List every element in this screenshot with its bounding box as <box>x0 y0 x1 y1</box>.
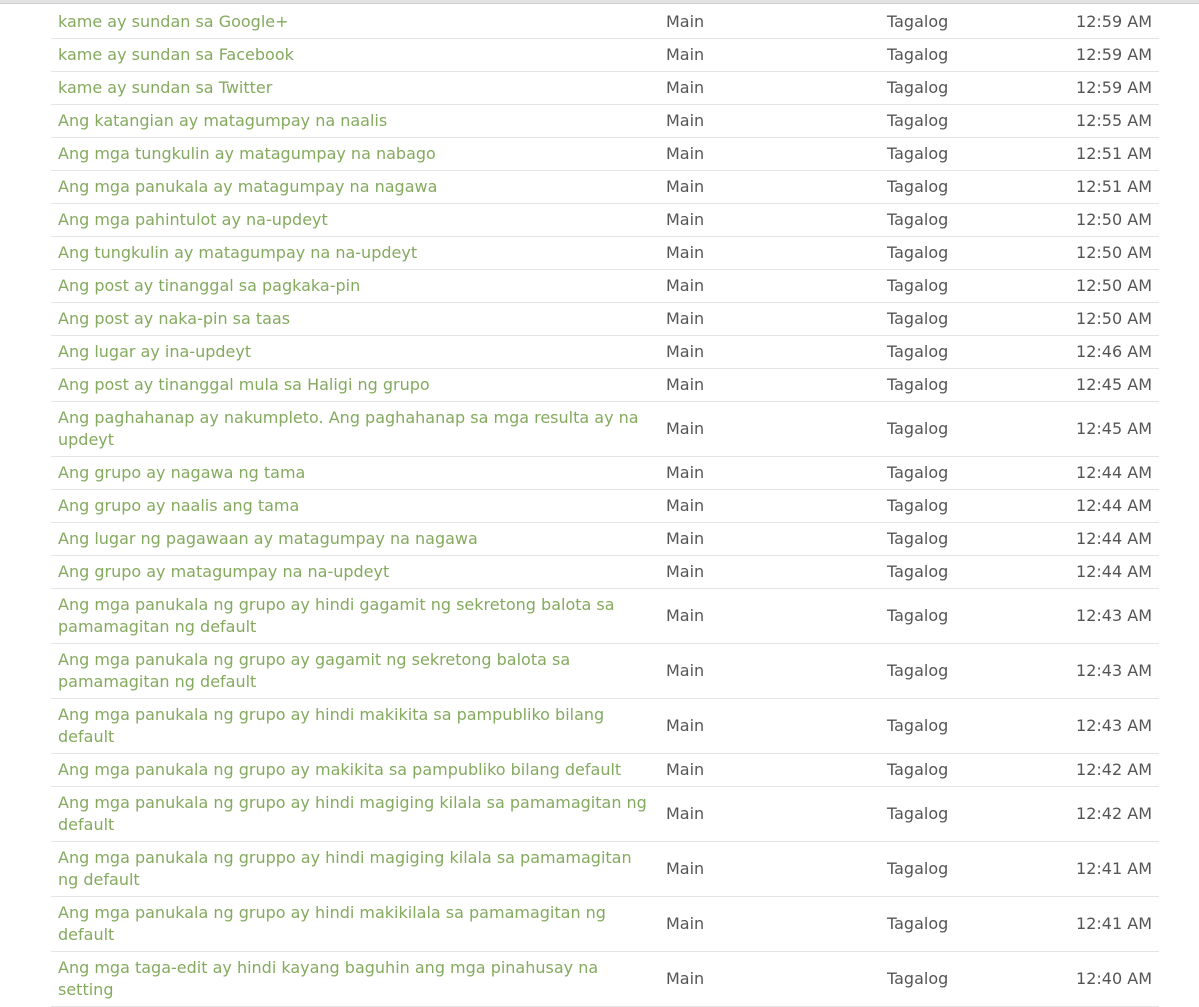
table-row <box>51 842 1159 897</box>
language-cell: Tagalog <box>880 72 1044 105</box>
translation-log-table-container <box>51 6 1159 1007</box>
table-row <box>51 556 1159 589</box>
message-cell <box>51 303 659 336</box>
time-cell: 12:43 AM <box>1044 589 1159 644</box>
language-cell: Tagalog <box>880 589 1044 644</box>
translation-log-table <box>51 6 1159 1007</box>
time-cell: 12:59 AM <box>1044 39 1159 72</box>
table-row <box>51 952 1159 1007</box>
time-cell: 12:42 AM <box>1044 787 1159 842</box>
language-cell: Tagalog <box>880 6 1044 39</box>
message-cell <box>51 237 659 270</box>
message-cell <box>51 523 659 556</box>
language-cell: Tagalog <box>880 787 1044 842</box>
message-cell <box>51 402 659 457</box>
message-link[interactable]: Ang grupo ay nagawa ng tama <box>58 463 306 482</box>
table-row <box>51 6 1159 39</box>
table-row <box>51 105 1159 138</box>
time-cell: 12:44 AM <box>1044 490 1159 523</box>
location-cell: Main <box>659 952 880 1007</box>
time-cell: 12:42 AM <box>1044 754 1159 787</box>
message-link[interactable]: Ang mga panukala ng grupo ay hindi makikilala sa pamamagitan ng default <box>58 903 606 944</box>
time-cell: 12:51 AM <box>1044 138 1159 171</box>
language-cell: Tagalog <box>880 754 1044 787</box>
language-cell: Tagalog <box>880 842 1044 897</box>
location-cell: Main <box>659 204 880 237</box>
language-cell: Tagalog <box>880 699 1044 754</box>
message-link[interactable]: Ang katangian ay matagumpay na naalis <box>58 111 388 130</box>
time-cell: 12:55 AM <box>1044 105 1159 138</box>
message-cell <box>51 72 659 105</box>
location-cell: Main <box>659 171 880 204</box>
language-cell: Tagalog <box>880 402 1044 457</box>
location-cell: Main <box>659 105 880 138</box>
message-link[interactable]: kame ay sundan sa Facebook <box>58 45 294 64</box>
message-link[interactable]: Ang grupo ay matagumpay na na-updeyt <box>58 562 390 581</box>
language-cell: Tagalog <box>880 105 1044 138</box>
message-cell <box>51 39 659 72</box>
message-link[interactable]: Ang mga panukala ng grupo ay hindi gagamit ng sekretong balota sa pamamagitan ng default <box>58 595 615 636</box>
language-cell: Tagalog <box>880 556 1044 589</box>
location-cell: Main <box>659 39 880 72</box>
table-row <box>51 402 1159 457</box>
table-row <box>51 490 1159 523</box>
message-link[interactable]: Ang paghahanap ay nakumpleto. Ang paghahanap sa mga resulta ay na updeyt <box>58 408 639 449</box>
message-link[interactable]: Ang lugar ng pagawaan ay matagumpay na nagawa <box>58 529 478 548</box>
language-cell: Tagalog <box>880 39 1044 72</box>
message-cell <box>51 171 659 204</box>
message-link[interactable]: Ang mga panukala ng grupo ay makikita sa pampubliko bilang default <box>58 760 622 779</box>
language-cell: Tagalog <box>880 171 1044 204</box>
message-link[interactable]: Ang post ay tinanggal mula sa Haligi ng grupo <box>58 375 430 394</box>
message-cell <box>51 787 659 842</box>
time-cell: 12:45 AM <box>1044 402 1159 457</box>
message-cell <box>51 6 659 39</box>
location-cell: Main <box>659 138 880 171</box>
location-cell: Main <box>659 523 880 556</box>
table-row <box>51 523 1159 556</box>
location-cell: Main <box>659 237 880 270</box>
message-cell <box>51 589 659 644</box>
table-row <box>51 644 1159 699</box>
time-cell: 12:44 AM <box>1044 556 1159 589</box>
time-cell: 12:59 AM <box>1044 72 1159 105</box>
message-link[interactable]: Ang mga tungkulin ay matagumpay na nabago <box>58 144 436 163</box>
language-cell: Tagalog <box>880 457 1044 490</box>
message-cell <box>51 952 659 1007</box>
message-link[interactable]: kame ay sundan sa Google+ <box>58 12 289 31</box>
language-cell: Tagalog <box>880 336 1044 369</box>
location-cell: Main <box>659 369 880 402</box>
table-row <box>51 754 1159 787</box>
message-cell <box>51 556 659 589</box>
message-cell <box>51 105 659 138</box>
location-cell: Main <box>659 589 880 644</box>
location-cell: Main <box>659 336 880 369</box>
message-link[interactable]: kame ay sundan sa Twitter <box>58 78 273 97</box>
table-row <box>51 237 1159 270</box>
time-cell: 12:44 AM <box>1044 457 1159 490</box>
language-cell: Tagalog <box>880 270 1044 303</box>
location-cell: Main <box>659 897 880 952</box>
time-cell: 12:43 AM <box>1044 644 1159 699</box>
message-link[interactable]: Ang lugar ay ina-updeyt <box>58 342 252 361</box>
time-cell: 12:40 AM <box>1044 952 1159 1007</box>
top-border <box>0 0 1199 4</box>
table-row <box>51 171 1159 204</box>
message-link[interactable]: Ang post ay naka-pin sa taas <box>58 309 291 328</box>
message-cell <box>51 842 659 897</box>
table-row <box>51 336 1159 369</box>
message-cell <box>51 457 659 490</box>
message-cell <box>51 644 659 699</box>
table-row <box>51 787 1159 842</box>
location-cell: Main <box>659 402 880 457</box>
time-cell: 12:41 AM <box>1044 897 1159 952</box>
time-cell: 12:44 AM <box>1044 523 1159 556</box>
language-cell: Tagalog <box>880 204 1044 237</box>
table-row <box>51 72 1159 105</box>
message-link[interactable]: Ang mga pahintulot ay na-updeyt <box>58 210 328 229</box>
table-row <box>51 270 1159 303</box>
time-cell: 12:50 AM <box>1044 237 1159 270</box>
location-cell: Main <box>659 270 880 303</box>
message-link[interactable]: Ang mga panukala ng grupo ay hindi makikita sa pampubliko bilang default <box>58 705 605 746</box>
message-link[interactable]: Ang mga panukala ng grupo ay gagamit ng sekretong balota sa pamamagitan ng default <box>58 650 571 691</box>
message-link[interactable]: Ang mga panukala ay matagumpay na nagawa <box>58 177 438 196</box>
location-cell: Main <box>659 787 880 842</box>
message-link[interactable]: Ang grupo ay naalis ang tama <box>58 496 300 515</box>
message-link[interactable]: Ang mga panukala ng grupo ay hindi magiging kilala sa pamamagitan ng default <box>58 793 647 834</box>
message-cell <box>51 138 659 171</box>
time-cell: 12:51 AM <box>1044 171 1159 204</box>
message-link[interactable]: Ang tungkulin ay matagumpay na na-updeyt <box>58 243 418 262</box>
message-link[interactable]: Ang post ay tinanggal sa pagkaka-pin <box>58 276 361 295</box>
table-row <box>51 457 1159 490</box>
time-cell: 12:50 AM <box>1044 303 1159 336</box>
table-row <box>51 369 1159 402</box>
location-cell: Main <box>659 644 880 699</box>
message-cell <box>51 270 659 303</box>
message-link[interactable]: Ang mga taga-edit ay hindi kayang baguhin ang mga pinahusay na setting <box>58 958 599 999</box>
language-cell: Tagalog <box>880 237 1044 270</box>
location-cell: Main <box>659 303 880 336</box>
message-cell <box>51 369 659 402</box>
language-cell: Tagalog <box>880 138 1044 171</box>
table-body <box>51 6 1159 1007</box>
time-cell: 12:46 AM <box>1044 336 1159 369</box>
message-cell <box>51 897 659 952</box>
message-cell <box>51 754 659 787</box>
language-cell: Tagalog <box>880 369 1044 402</box>
location-cell: Main <box>659 457 880 490</box>
time-cell: 12:50 AM <box>1044 270 1159 303</box>
location-cell: Main <box>659 842 880 897</box>
location-cell: Main <box>659 490 880 523</box>
time-cell: 12:45 AM <box>1044 369 1159 402</box>
table-row <box>51 303 1159 336</box>
table-row <box>51 138 1159 171</box>
table-row <box>51 204 1159 237</box>
language-cell: Tagalog <box>880 644 1044 699</box>
location-cell: Main <box>659 556 880 589</box>
time-cell: 12:43 AM <box>1044 699 1159 754</box>
message-cell <box>51 204 659 237</box>
location-cell: Main <box>659 754 880 787</box>
message-link[interactable]: Ang mga panukala ng gruppo ay hindi magiging kilala sa pamamagitan ng default <box>58 848 632 889</box>
time-cell: 12:50 AM <box>1044 204 1159 237</box>
message-cell <box>51 336 659 369</box>
time-cell: 12:41 AM <box>1044 842 1159 897</box>
message-cell <box>51 490 659 523</box>
language-cell: Tagalog <box>880 952 1044 1007</box>
location-cell: Main <box>659 72 880 105</box>
table-row <box>51 39 1159 72</box>
language-cell: Tagalog <box>880 490 1044 523</box>
table-row <box>51 699 1159 754</box>
language-cell: Tagalog <box>880 897 1044 952</box>
language-cell: Tagalog <box>880 523 1044 556</box>
time-cell: 12:59 AM <box>1044 6 1159 39</box>
location-cell: Main <box>659 699 880 754</box>
table-row <box>51 589 1159 644</box>
table-row <box>51 897 1159 952</box>
message-cell <box>51 699 659 754</box>
location-cell: Main <box>659 6 880 39</box>
language-cell: Tagalog <box>880 303 1044 336</box>
